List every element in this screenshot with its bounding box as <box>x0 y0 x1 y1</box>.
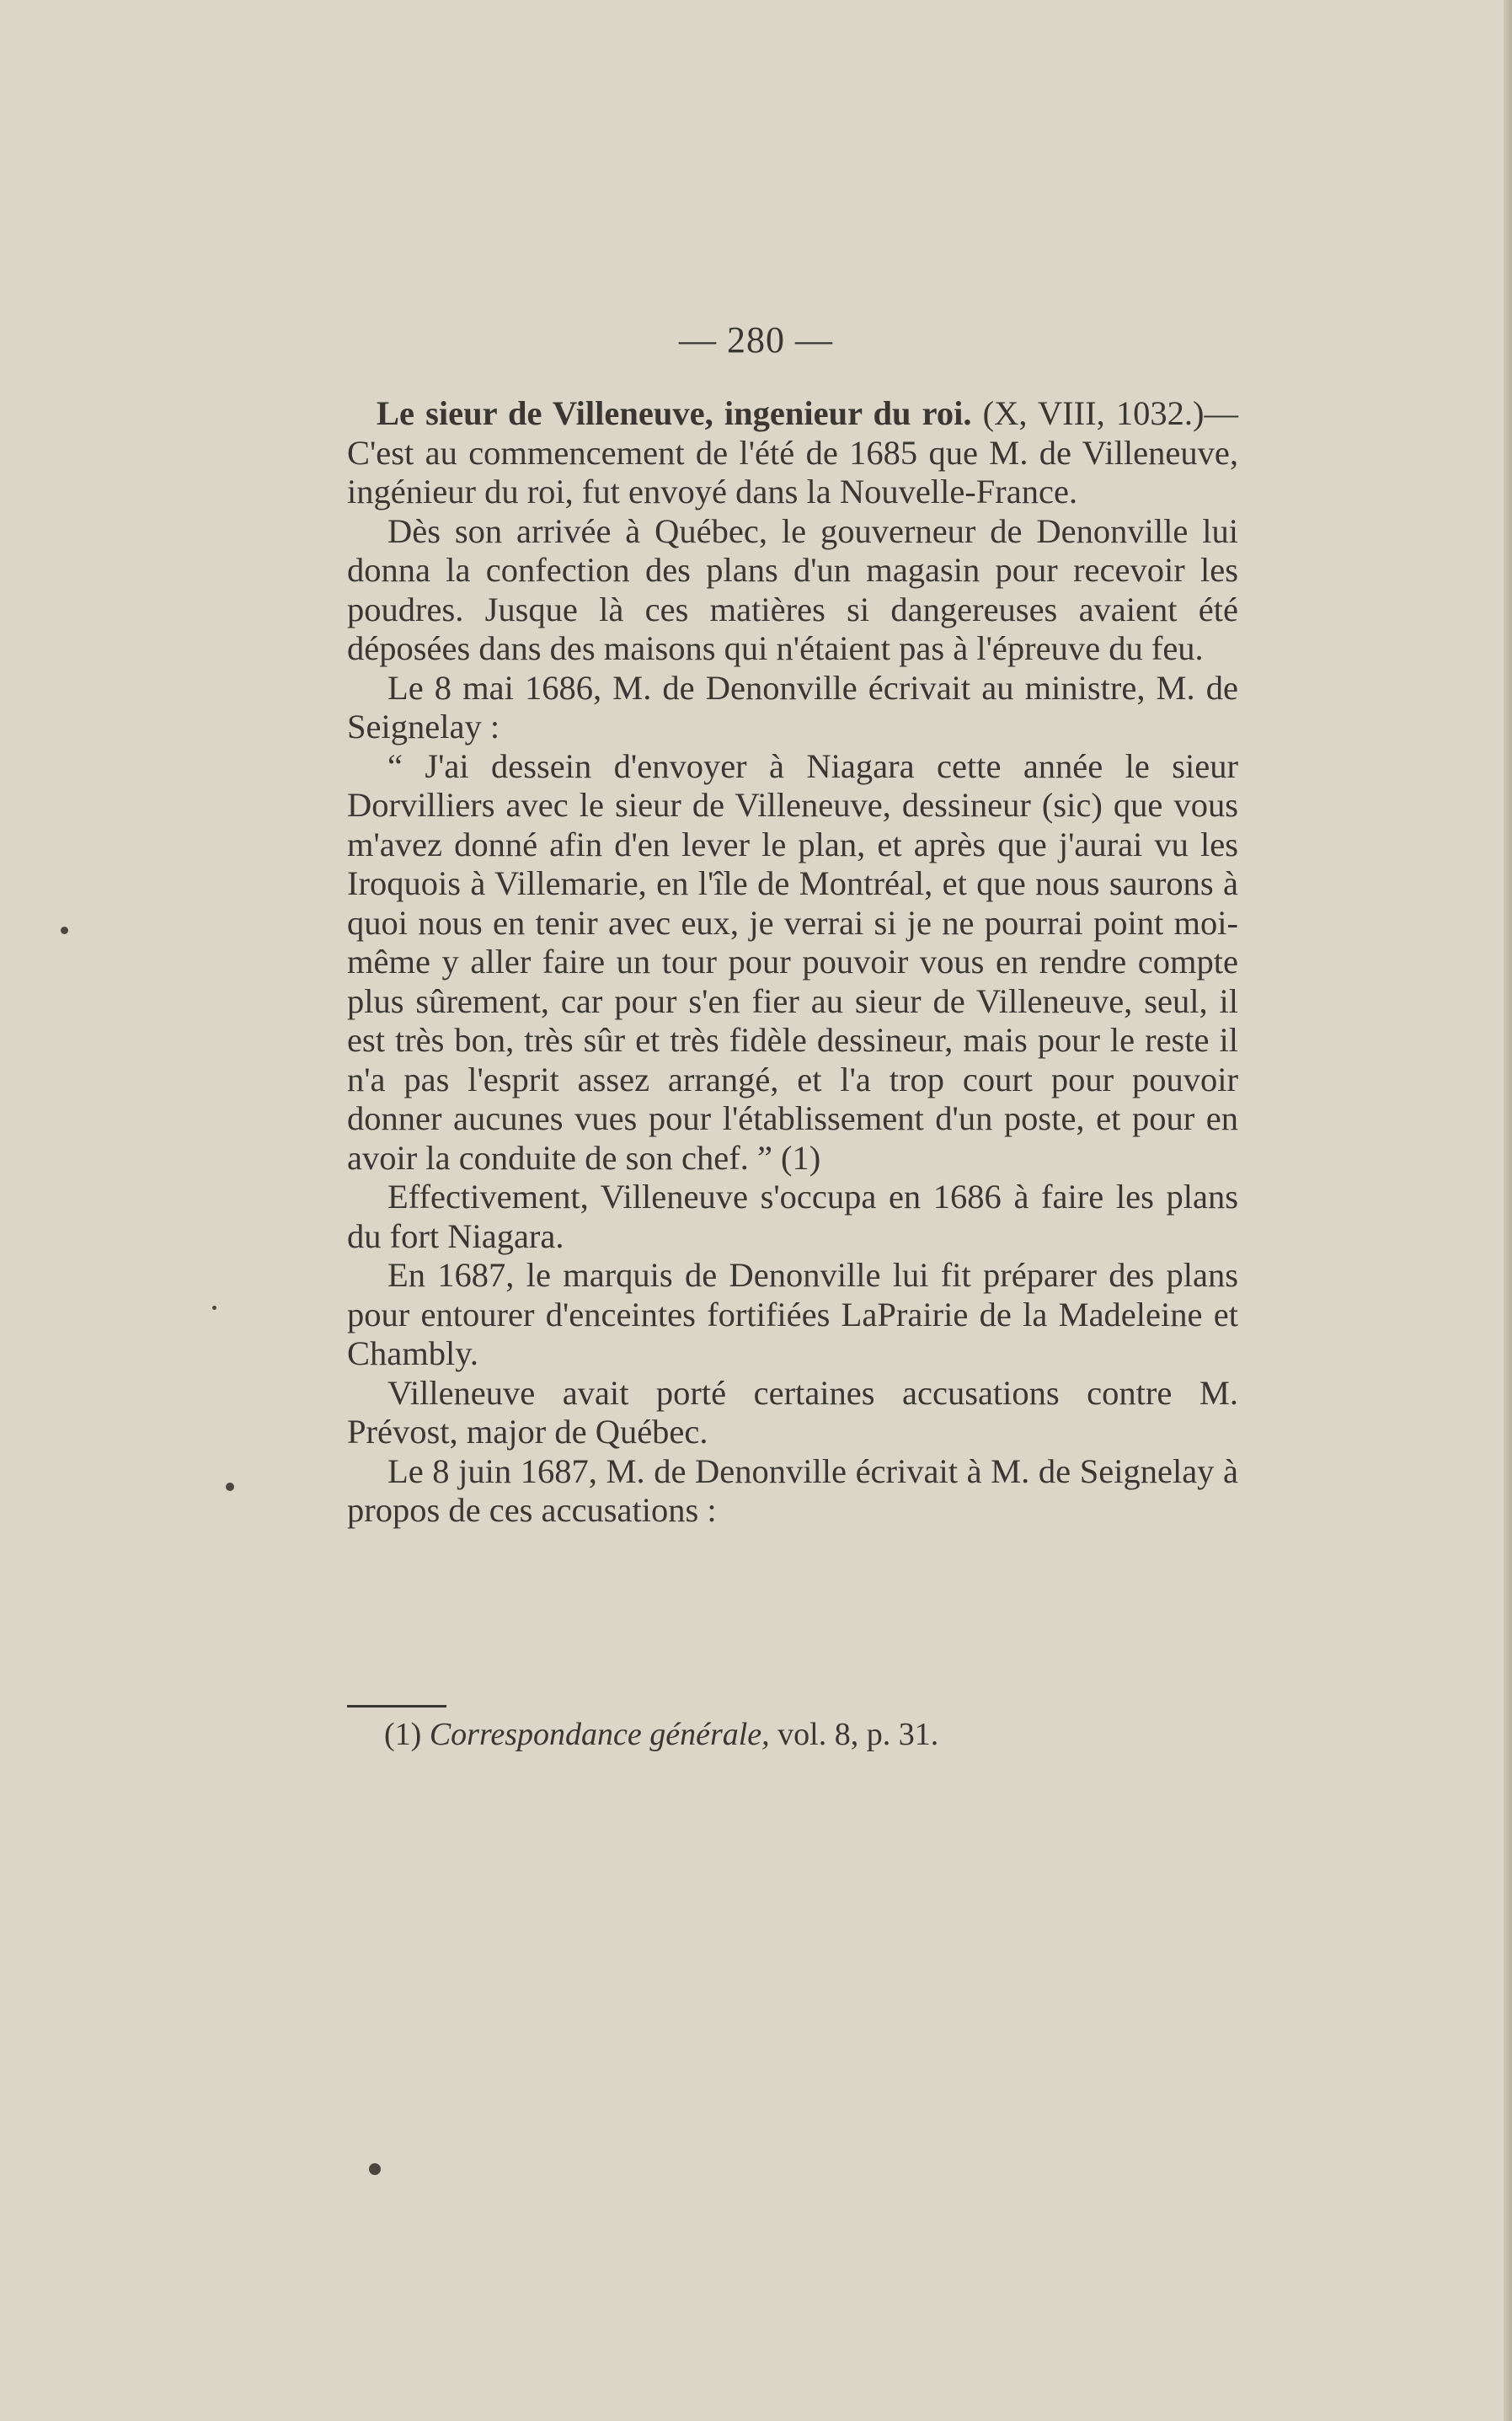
page-edge <box>1504 0 1512 2421</box>
paper-speck <box>369 2163 381 2175</box>
paragraph: Effectivement, Villeneuve s'occupa en 1686 à faire les plans du fort Niagara. <box>347 1178 1238 1255</box>
paragraph: Le 8 mai 1686, M. de Denonville écrivait au ministre, M. de Seignelay : <box>347 668 1238 746</box>
section-heading: Le sieur de Villeneuve, ingenieur du roi. <box>377 394 972 432</box>
paragraph-quote: “ J'ai dessein d'envoyer à Niagara cette année le sieur Dorvilliers avec le sieur de Villeneuve, dessineur (sic) que vous m'avez donné afin d'en lever le plan, et après que j'aurai vu les Iroquois à Villemarie, en l'île de Montréal, et que nous saurons à quoi nous en tenir avec eux, je verrai si je ne pourrai point moi-même y aller faire un tour pour pouvoir vous en rendre compte plus sûrement, car pour s'en fier au sieur de Villeneuve, seul, il est très bon, très sûr et très fidèle dessineur, mais pour le reste il n'a pas l'esprit assez arrangé, et l'a trop court pour pouvoir donner aucunes vues pour l'établissement d'un poste, et pour en avoir la conduite de son chef. ” (1) <box>347 746 1238 1177</box>
paragraph: En 1687, le marquis de Denonville lui fit préparer des plans pour entourer d'enceintes fortifiées LaPrairie de la Madeleine et Chambly. <box>347 1256 1238 1372</box>
page-number: — 280 — <box>679 319 833 361</box>
body-text <box>347 394 1238 1531</box>
footnote-journal: Correspondance générale, <box>429 1717 770 1752</box>
paragraph-heading <box>347 394 1238 512</box>
paper-speck <box>226 1483 234 1491</box>
paragraph-text: (X, VIII, 1032.)—C'est au commencement de l'été de 1685 que M. de Villeneuve, ingénieur du roi, fut envoyé dans la Nouvelle-France. <box>347 394 1239 510</box>
footnote-divider <box>347 1705 446 1708</box>
paragraph: Villeneuve avait porté certaines accusations contre M. Prévost, major de Québec. <box>347 1373 1238 1451</box>
paragraph: Le 8 juin 1687, M. de Denonville écrivait à M. de Seignelay à propos de ces accusations : <box>347 1451 1238 1529</box>
footnote <box>384 1715 938 1754</box>
paper-speck <box>61 927 68 934</box>
paper-speck <box>212 1306 216 1310</box>
footnote-marker: (1) <box>384 1717 422 1752</box>
paragraph: Dès son arrivée à Québec, le gouverneur de Denonville lui donna la confection des plans d'un magasin pour recevoir les poudres. Jusque là ces matières si dangereuses avaient été déposées dans des maisons qui n'étaient pas à l'épreuve du feu. <box>347 511 1238 667</box>
footnote-reference: vol. 8, p. 31. <box>769 1717 939 1752</box>
